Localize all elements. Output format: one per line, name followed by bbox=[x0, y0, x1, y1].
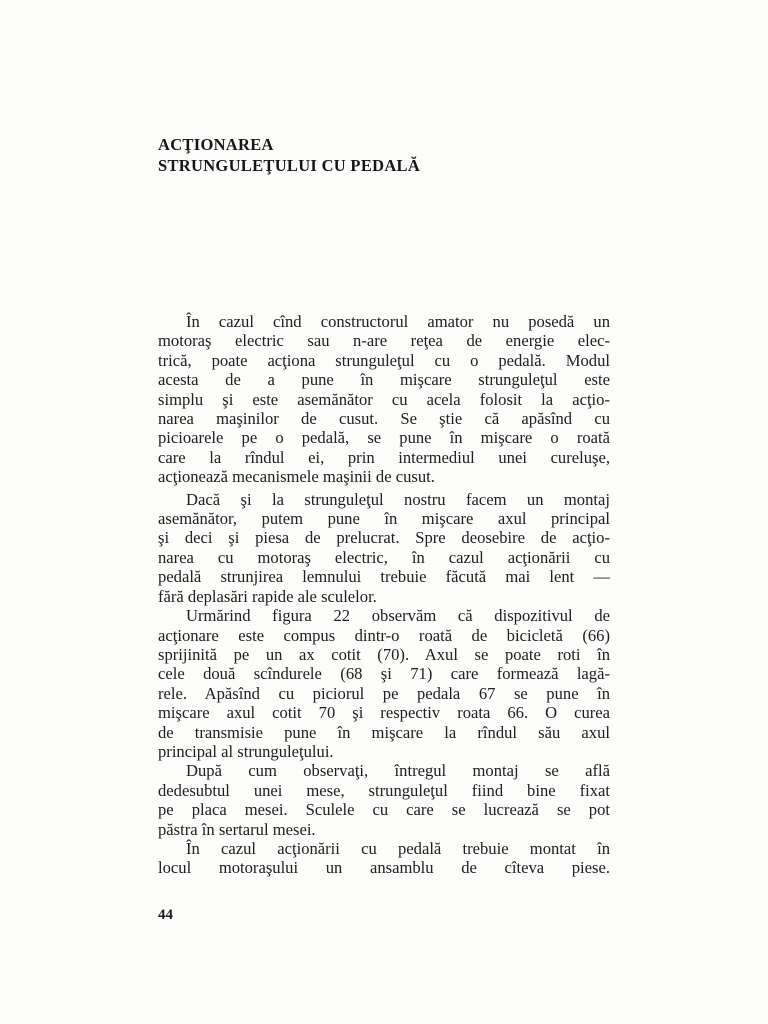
text-line: pedală strunjirea lemnului trebuie făcută mai lent — bbox=[158, 567, 610, 587]
text-line: şi deci şi piesa de prelucrat. Spre deosebire de acţio- bbox=[158, 528, 610, 548]
text-line: acţionează mecanismele maşinii de cusut. bbox=[158, 467, 435, 487]
text-line: pe placa mesei. Sculele cu care se lucrează se pot bbox=[158, 800, 610, 820]
paragraph-2 bbox=[158, 490, 610, 606]
text-line: asemănător, putem pune în mişcare axul principal bbox=[158, 509, 610, 529]
body-text bbox=[158, 312, 610, 878]
chapter-heading bbox=[158, 134, 618, 176]
text-line: picioarele pe o pedală, se pune în mişcare o roată bbox=[158, 428, 610, 448]
paragraph-1 bbox=[158, 312, 610, 487]
text-line: acţionare este compus dintr-o roată de bicicletă (66) bbox=[158, 625, 610, 645]
paragraph-4 bbox=[158, 761, 610, 839]
text-line: care la rîndul ei, prin intermediul unei cureluşe, bbox=[158, 447, 610, 467]
text-line: Urmărind figura 22 observăm că dispozitivul de bbox=[186, 606, 610, 626]
text-line: trică, poate acţiona strunguleţul cu o pedală. Modul bbox=[158, 350, 610, 370]
text-line: cele două scîndurele (68 şi 71) care formează lagă- bbox=[158, 664, 610, 684]
text-line: În cazul acţionării cu pedală trebuie montat în bbox=[186, 838, 610, 858]
text-line: păstra în sertarul mesei. bbox=[158, 819, 316, 839]
text-line: narea maşinilor de cusut. Se ştie că apăsînd cu bbox=[158, 409, 610, 429]
text-line: După cum observaţi, întregul montaj se află bbox=[186, 761, 610, 781]
text-line: motoraş electric sau n-are reţea de energie elec- bbox=[158, 331, 610, 351]
text-line: sprijinită pe un ax cotit (70). Axul se poate roti în bbox=[158, 644, 610, 664]
text-line: principal al strunguleţului. bbox=[158, 741, 334, 761]
text-line: fără deplasări rapide ale sculelor. bbox=[158, 586, 377, 606]
text-line: rele. Apăsînd cu piciorul pe pedala 67 se pune în bbox=[158, 683, 610, 703]
paragraph-3 bbox=[158, 606, 610, 761]
text-line: Dacă şi la strunguleţul nostru facem un montaj bbox=[186, 489, 610, 509]
text-line: dedesubtul unei mese, strunguleţul fiind bine fixat bbox=[158, 780, 610, 800]
text-line: narea cu motoraş electric, în cazul acţionării cu bbox=[158, 547, 610, 567]
page-number: 44 bbox=[158, 907, 173, 923]
chapter-heading-line-1: ACŢIONAREA bbox=[158, 135, 274, 154]
text-line: acesta de a pune în mişcare strunguleţul este bbox=[158, 370, 610, 390]
text-line: locul motoraşului un ansamblu de cîteva piese. bbox=[158, 858, 610, 878]
chapter-heading-line-2: STRUNGULEŢULUI CU PEDALĂ bbox=[158, 156, 421, 175]
text-line: În cazul cînd constructorul amator nu posedă un bbox=[186, 312, 610, 331]
text-line: mişcare axul cotit 70 şi respectiv roata 66. O curea bbox=[158, 703, 610, 723]
paragraph-5 bbox=[158, 839, 610, 878]
text-line: de transmisie pune în mişcare la rîndul său axul bbox=[158, 722, 610, 742]
text-line: simplu şi este asemănător cu acela folosit la acţio- bbox=[158, 389, 610, 409]
